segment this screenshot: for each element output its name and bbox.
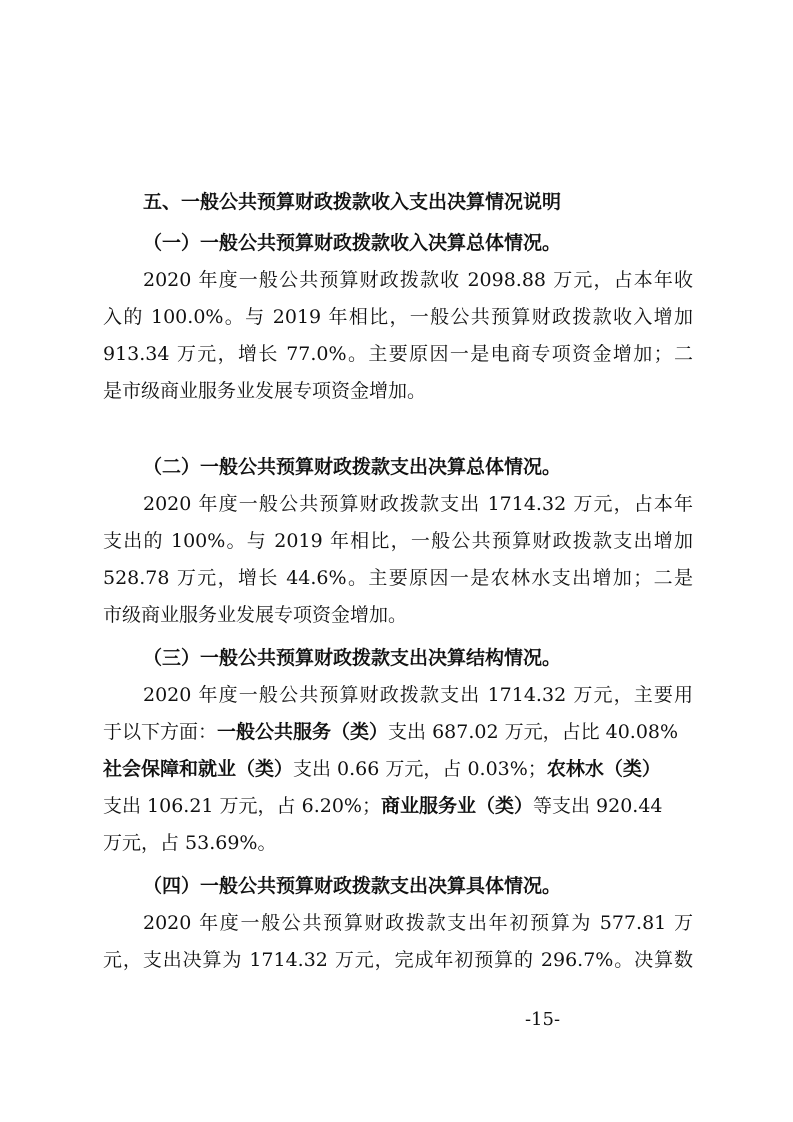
- paragraph-line: 入的 100.0%。与 2019 年相比，一般公共预算财政拨款收入增加: [103, 306, 693, 328]
- section-title: 五、一般公共预算财政拨款收入支出决算情况说明: [143, 191, 562, 213]
- paragraph-line: 万元，占 53.69%。: [103, 832, 277, 854]
- paragraph-line: 是市级商业服务业发展专项资金增加。: [103, 380, 427, 402]
- paragraph-line: 市级商业服务业发展专项资金增加。: [103, 604, 408, 626]
- subsection-heading-2: （二）一般公共预算财政拨款支出决算总体情况。: [143, 456, 562, 478]
- subsection-heading-3: （三）一般公共预算财政拨款支出决算结构情况。: [143, 647, 562, 669]
- paragraph-line: 元，支出决算为 1714.32 万元，完成年初预算的 296.7%。决算数: [103, 949, 693, 971]
- page-number: -15-: [524, 1009, 561, 1030]
- paragraph-line: 2020 年度一般公共预算财政拨款支出年初预算为 577.81 万: [143, 912, 693, 934]
- paragraph-line: 2020 年度一般公共预算财政拨款支出 1714.32 万元，占本年: [143, 493, 693, 515]
- paragraph-line: [103, 794, 693, 818]
- paragraph-line: 2020 年度一般公共预算财政拨款收 2098.88 万元，占本年收: [143, 269, 693, 291]
- bold-category: 农林水（类）: [546, 758, 661, 780]
- subsection-heading-1: （一）一般公共预算财政拨款收入决算总体情况。: [143, 232, 562, 254]
- text-run: 等支出 920.44: [532, 795, 663, 817]
- bold-category: 社会保障和就业（类）: [103, 758, 294, 780]
- text-run: 支出 687.02 万元，占比 40.08%: [388, 721, 679, 743]
- text-run: 于以下方面：: [103, 721, 218, 743]
- bold-category: 商业服务业（类）: [380, 795, 533, 817]
- paragraph-line: [103, 757, 693, 781]
- paragraph-line: [103, 720, 693, 744]
- paragraph-line: 2020 年度一般公共预算财政拨款支出 1714.32 万元，主要用: [143, 684, 693, 706]
- paragraph-line: 913.34 万元，增长 77.0%。主要原因一是电商专项资金增加；二: [103, 343, 693, 365]
- subsection-heading-4: （四）一般公共预算财政拨款支出决算具体情况。: [143, 875, 562, 897]
- paragraph-line: 528.78 万元，增长 44.6%。主要原因一是农林水支出增加；二是: [103, 567, 693, 589]
- text-run: 支出 106.21 万元，占 6.20%；: [103, 795, 381, 817]
- bold-category: 一般公共服务（类）: [217, 721, 389, 743]
- text-run: 支出 0.66 万元，占 0.03%；: [293, 758, 547, 780]
- paragraph-line: 支出的 100%。与 2019 年相比，一般公共预算财政拨款支出增加: [103, 530, 693, 552]
